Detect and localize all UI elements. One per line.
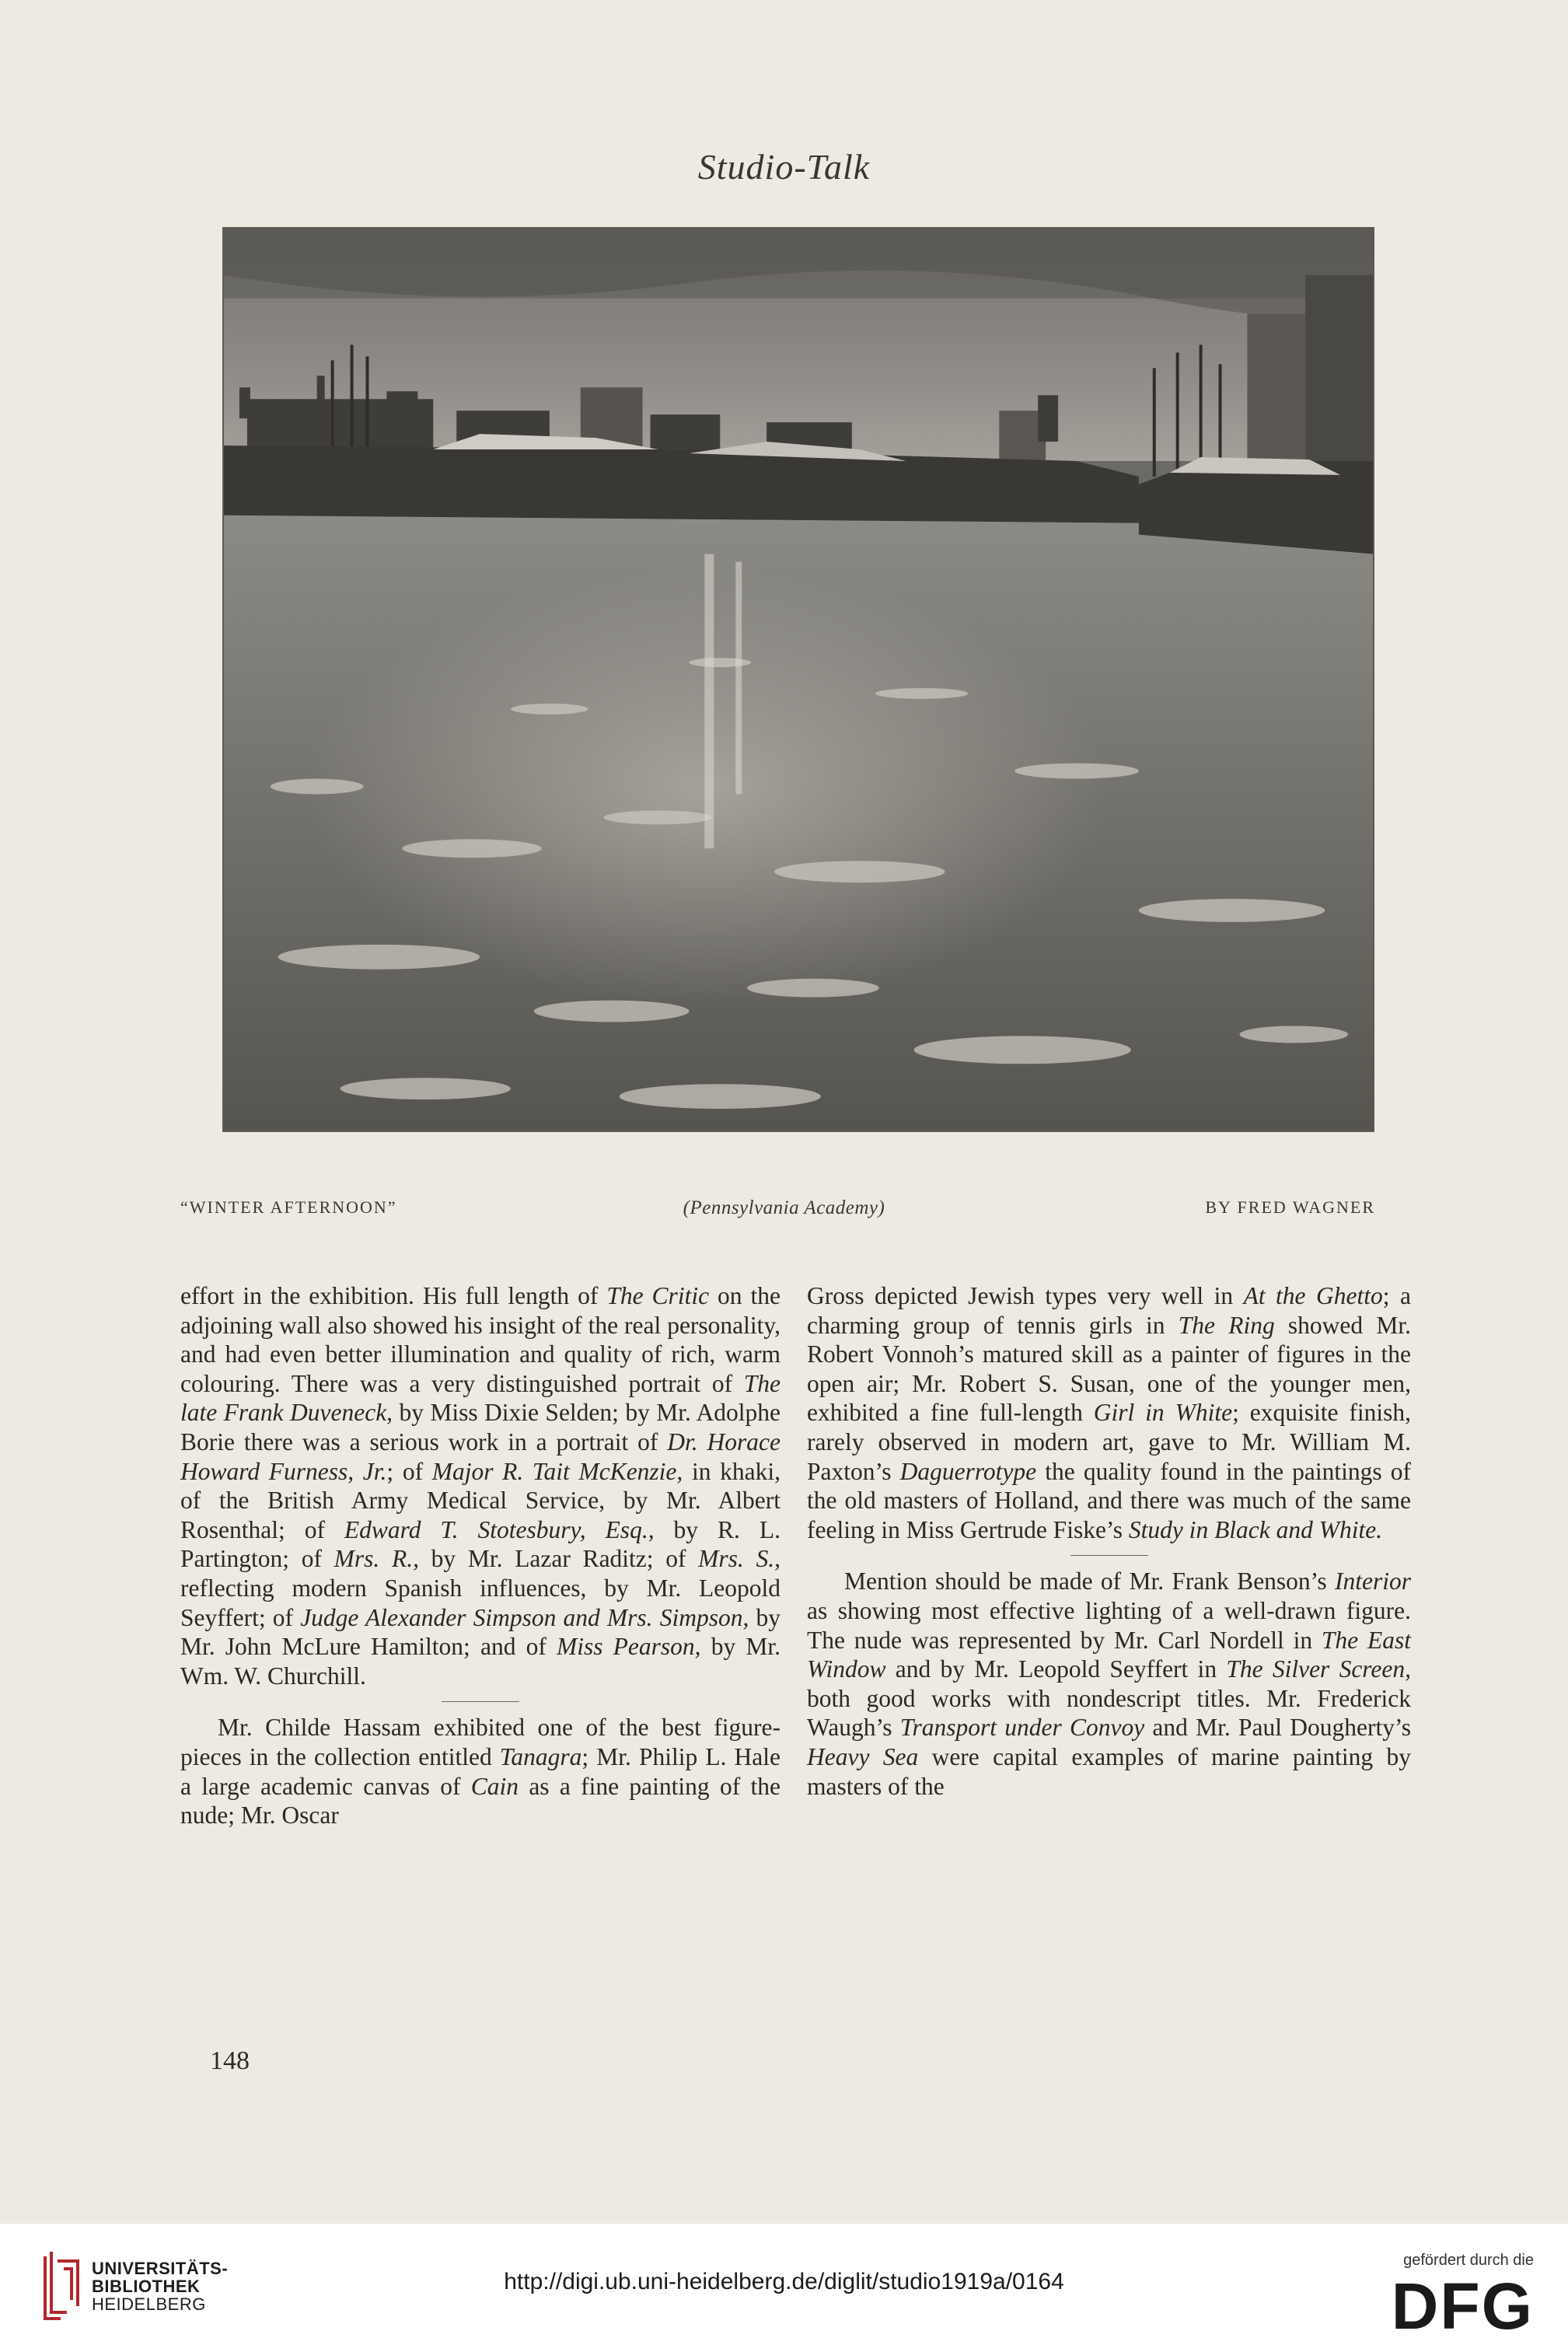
library-name-line-2: BIBLIOTHEK <box>92 2277 201 2296</box>
section-separator <box>1070 1555 1148 1556</box>
left-paragraph-2: Mr. Childe Hassam exhibited one of the best figure-pieces in the collection entitled Tanagra; Mr. Philip L. Hale a large academic canvas of Cain as a fine painting of the nude; Mr. Oscar <box>180 1714 781 1830</box>
italic-title: At the Ghetto <box>1243 1282 1383 1309</box>
dfg-logo: DFG <box>1391 2270 1534 2343</box>
right-paragraph-2: Mention should be made of Mr. Frank Benson’s Interior as showing most effective lighting of a well-drawn figure. The nude was represented by Mr. Carl Nordell in The East Window and by Mr. Leopold Seyffert in The Silver Screen, both good works with nondescript titles. Mr. Frederick Waugh’s Transport under Convoy and Mr. Paul Dougherty’s Heavy Sea were capital examples of marine painting by masters of the <box>807 1567 1411 1800</box>
italic-title: Dr. Horace Howard Furness, Jr. <box>180 1428 781 1485</box>
italic-title: Major R. Tait McKenzie, <box>431 1457 683 1485</box>
italic-title: Daguerrotype <box>899 1457 1037 1485</box>
italic-title: Mrs. R., <box>334 1545 419 1573</box>
section-separator <box>442 1701 519 1702</box>
page-number: 148 <box>210 2046 250 2075</box>
italic-title: The East Window <box>807 1626 1411 1683</box>
right-paragraph-1: Gross depicted Jewish types very well in At the Ghetto; a charming group of tennis girls in The Ring showed Mr. Robert Vonnoh’s matured skill as a painter of figures in the open air; Mr. Robert S. Susan, one of the younger men, exhibited a fine full-length Girl in White; exquisite finish, rarely observed in modern art, gave to Mr. William M. Paxton’s Daguerrotype the quality found in the paintings of the old masters of Holland, and there was much of the same feeling in Miss Gertrude Fiske’s Study in Black and White. <box>807 1282 1412 1543</box>
plate-caption-collection: (Pennsylvania Academy) <box>683 1197 885 1218</box>
library-name-line-1: UNIVERSITÄTS- <box>92 2259 229 2278</box>
plate-caption-title: “WINTER AFTERNOON” <box>180 1197 397 1217</box>
plate-caption-artist: BY FRED WAGNER <box>1205 1197 1375 1217</box>
left-paragraph-1: effort in the exhibition. His full length of The Critic on the adjoining wall also showed his insight of the real personality, and had even better illumination and quality of rich, warm colouring. There was a very distinguished portrait of The late Frank Duveneck, by Miss Dixie Selden; by Mr. Adolphe Borie there was a serious work in a portrait of Dr. Horace Howard Furness, Jr.; of Major R. Tait McKenzie, in khaki, of the British Army Medical Service, by Mr. Albert Rosenthal; of Edward T. Stotesbury, Esq., by R. L. Partington; of Mrs. R., by Mr. Lazar Raditz; of Mrs. S., reflecting modern Spanish influences, by Mr. Leopold Seyffert; of Judge Alexander Simpson and Mrs. Simpson, by Mr. John McLure Hamilton; and of Miss Pearson, by Mr. Wm. W. Churchill. <box>180 1282 781 1690</box>
italic-title: The late Frank Duveneck, <box>180 1369 781 1427</box>
italic-title: Judge Alexander Simpson and Mrs. Simpson, <box>300 1603 749 1631</box>
library-name-line-3: HEIDELBERG <box>92 2294 206 2314</box>
italic-title: Study in Black and White. <box>1128 1515 1383 1543</box>
right-text-column <box>807 1281 1411 1801</box>
harbor-painting <box>224 229 1373 1131</box>
italic-title: The Silver Screen, <box>1226 1655 1411 1683</box>
italic-title: Heavy Sea <box>807 1742 919 1770</box>
italic-title: Girl in White <box>1093 1399 1233 1427</box>
painting-plate <box>222 227 1374 1132</box>
italic-title: Transport under Convoy <box>899 1714 1145 1742</box>
italic-title: Cain <box>470 1772 519 1800</box>
italic-title: Miss Pearson, <box>557 1633 701 1661</box>
italic-title: Interior <box>1335 1567 1411 1595</box>
left-text-column <box>180 1281 781 1830</box>
italic-title: Critic <box>651 1282 710 1309</box>
italic-title: The Ring <box>1178 1311 1275 1339</box>
permalink-url[interactable]: http://digi.ub.uni-heidelberg.de/diglit/studio1919a/0164 <box>504 2269 1064 2294</box>
italic-title: The <box>606 1282 644 1309</box>
running-head: Studio-Talk <box>697 147 871 187</box>
funding-note: gefördert durch die <box>1403 2252 1534 2269</box>
italic-title: Mrs. S., <box>698 1545 781 1573</box>
italic-title: Tanagra <box>499 1742 582 1770</box>
italic-title: Edward T. Stotesbury, Esq., <box>344 1515 655 1543</box>
